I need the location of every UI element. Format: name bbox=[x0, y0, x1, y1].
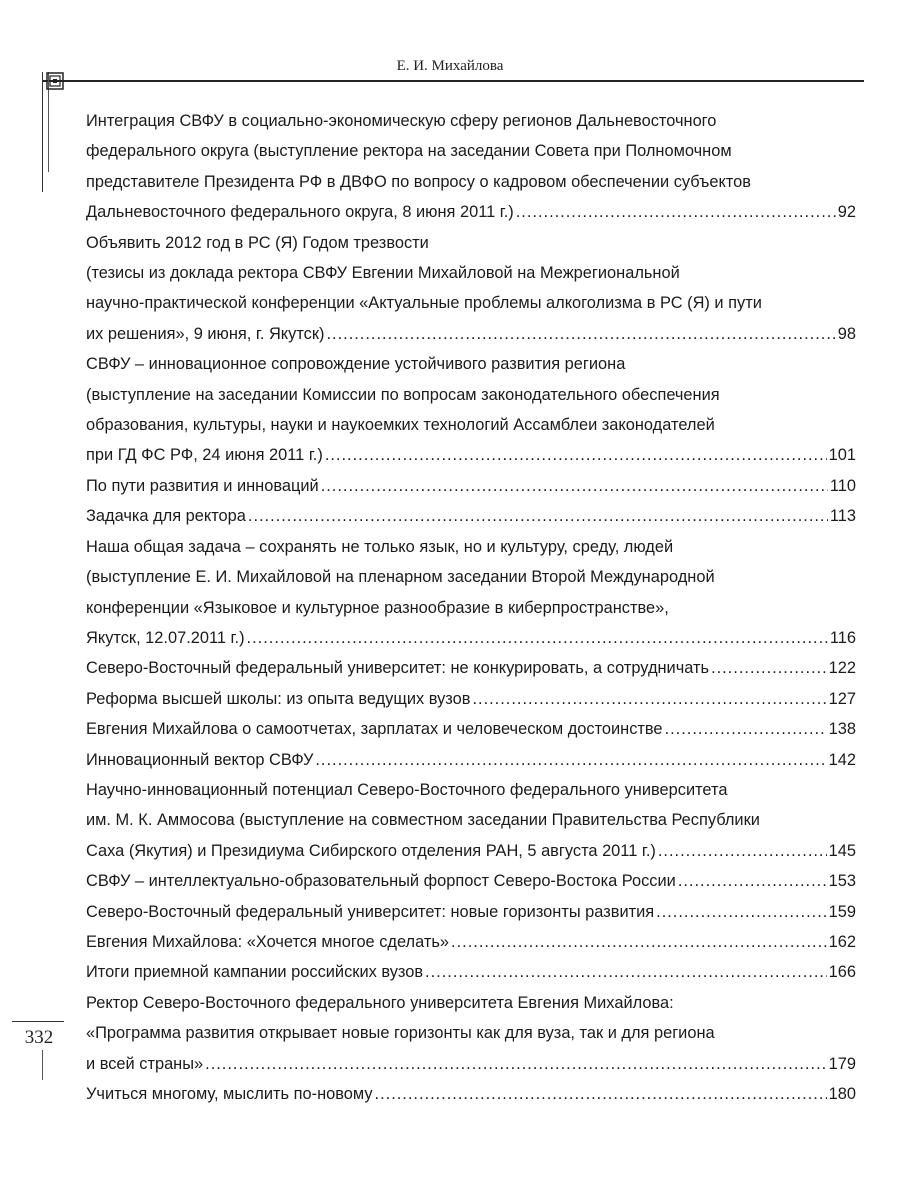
toc-entry-title: Задачка для ректора bbox=[86, 507, 246, 526]
toc-entry-line: СВФУ – инновационное сопровождение устойчивого развития региона bbox=[86, 355, 626, 374]
toc-entry-title: Евгения Михайлова: «Хочется многое сделать» bbox=[86, 932, 450, 951]
toc-page-number: 116 bbox=[829, 628, 856, 647]
folio-margin-rule bbox=[42, 1050, 43, 1080]
toc-page-number: 142 bbox=[828, 750, 856, 769]
dot-leader bbox=[472, 684, 826, 714]
toc-page-number: 122 bbox=[828, 659, 856, 678]
toc-entry-title: Итоги приемной кампании российских вузов bbox=[86, 963, 424, 982]
toc-entry-final-line bbox=[86, 1079, 856, 1109]
toc-entry-final-line bbox=[86, 440, 856, 470]
toc-entry-final-line bbox=[86, 745, 856, 775]
toc-entry-final-line bbox=[86, 319, 856, 349]
toc-page-number: 138 bbox=[828, 720, 856, 739]
toc-entry bbox=[86, 684, 856, 714]
toc-page-number: 92 bbox=[837, 203, 856, 222]
dot-leader bbox=[326, 319, 835, 349]
table-of-contents bbox=[86, 106, 856, 1109]
toc-page-number: 159 bbox=[828, 902, 856, 921]
dot-leader bbox=[205, 1049, 827, 1079]
toc-entry bbox=[86, 349, 856, 471]
toc-entry-line: (тезисы из доклада ректора СВФУ Евгении Михайловой на Межрегиональной bbox=[86, 264, 680, 283]
toc-entry-title: Дальневосточного федерального округа, 8 июня 2011 г.) bbox=[86, 203, 514, 222]
toc-page-number: 110 bbox=[829, 476, 856, 495]
toc-entry-title: Реформа высшей школы: из опыта ведущих вузов bbox=[86, 689, 471, 708]
toc-entry-line: (выступление Е. И. Михайловой на пленарном заседании Второй Международной bbox=[86, 568, 715, 587]
dot-leader bbox=[248, 501, 828, 531]
toc-entry-final-line bbox=[86, 1049, 856, 1079]
toc-entry-line: научно-практической конференции «Актуальные проблемы алкоголизма в РС (Я) и пути bbox=[86, 294, 762, 313]
toc-entry-line: представителе Президента РФ в ДВФО по вопросу о кадровом обеспечении субъектов bbox=[86, 172, 751, 191]
dot-leader bbox=[711, 653, 827, 683]
toc-page-number: 101 bbox=[828, 446, 856, 465]
toc-entry-line: Наша общая задача – сохранять не только язык, но и культуру, среду, людей bbox=[86, 537, 674, 556]
margin-rule bbox=[42, 72, 43, 192]
dot-leader bbox=[665, 714, 827, 744]
toc-page-number: 113 bbox=[829, 507, 856, 526]
toc-page-number: 179 bbox=[828, 1054, 856, 1073]
dot-leader bbox=[321, 471, 828, 501]
toc-entry-line: «Программа развития открывает новые горизонты как для вуза, так и для региона bbox=[86, 1024, 715, 1043]
dot-leader bbox=[658, 836, 827, 866]
header-rule bbox=[42, 80, 864, 82]
toc-page-number: 162 bbox=[828, 932, 856, 951]
toc-entry bbox=[86, 866, 856, 896]
toc-entry-final-line bbox=[86, 684, 856, 714]
page-number: 332 bbox=[24, 1027, 54, 1048]
toc-entry bbox=[86, 228, 856, 350]
toc-entry-final-line bbox=[86, 501, 856, 531]
toc-entry bbox=[86, 1079, 856, 1109]
toc-entry bbox=[86, 745, 856, 775]
toc-entry-final-line bbox=[86, 957, 856, 987]
running-header-author: Е. И. Михайлова bbox=[396, 58, 504, 74]
toc-entry-title: Северо-Восточный федеральный университет: новые горизонты развития bbox=[86, 902, 655, 921]
dot-leader bbox=[325, 440, 827, 470]
dot-leader bbox=[315, 745, 826, 775]
folio-rule bbox=[12, 1021, 64, 1022]
toc-entry-title: Учиться многому, мыслить по-новому bbox=[86, 1085, 373, 1103]
toc-entry-line: Ректор Северо-Восточного федерального университета Евгения Михайлова: bbox=[86, 993, 674, 1012]
toc-entry-title: Якутск, 12.07.2011 г.) bbox=[86, 628, 245, 647]
toc-entry-title: при ГД ФС РФ, 24 июня 2011 г.) bbox=[86, 446, 323, 465]
toc-entry bbox=[86, 714, 856, 744]
toc-entry-final-line bbox=[86, 714, 856, 744]
toc-page-number: 98 bbox=[837, 324, 856, 343]
dot-leader bbox=[678, 866, 827, 896]
toc-entry bbox=[86, 927, 856, 957]
toc-entry bbox=[86, 988, 856, 1079]
toc-entry-line: образования, культуры, науки и наукоемких технологий Ассамблеи законодателей bbox=[86, 416, 715, 435]
toc-page-number: 180 bbox=[828, 1085, 856, 1103]
toc-entry bbox=[86, 897, 856, 927]
toc-entry-line: им. М. К. Аммосова (выступление на совместном заседании Правительства Республики bbox=[86, 811, 760, 830]
toc-entry-line: Объявить 2012 год в РС (Я) Годом трезвости bbox=[86, 233, 429, 252]
toc-page-number: 153 bbox=[828, 872, 856, 891]
toc-entry-title: СВФУ – интеллектуально-образовательный форпост Северо-Востока России bbox=[86, 872, 676, 891]
toc-entry-final-line bbox=[86, 653, 856, 683]
dot-leader bbox=[451, 927, 827, 957]
toc-entry-line: федерального округа (выступление ректора на заседании Совета при Полномочном bbox=[86, 142, 732, 161]
dot-leader bbox=[656, 897, 827, 927]
toc-entry-title: По пути развития и инноваций bbox=[86, 476, 319, 495]
toc-page-number: 145 bbox=[828, 841, 856, 860]
toc-entry bbox=[86, 653, 856, 683]
toc-entry-final-line bbox=[86, 197, 856, 227]
toc-entry-line: Научно-инновационный потенциал Северо-Восточного федерального университета bbox=[86, 780, 728, 799]
toc-entry-title: Северо-Восточный федеральный университет: не конкурировать, а сотрудничать bbox=[86, 659, 710, 678]
toc-entry-final-line bbox=[86, 897, 856, 927]
dot-leader bbox=[425, 957, 827, 987]
toc-entry-title: Евгения Михайлова о самоотчетах, зарплатах и человеческом достоинстве bbox=[86, 720, 663, 739]
toc-entry-line: Интеграция СВФУ в социально-экономическую сферу регионов Дальневосточного bbox=[86, 112, 717, 130]
toc-page-number: 166 bbox=[828, 963, 856, 982]
toc-entry-line: конференции «Языковое и культурное разнообразие в киберпространстве», bbox=[86, 598, 669, 617]
toc-entry-title: и всей страны» bbox=[86, 1054, 204, 1073]
toc-entry-final-line bbox=[86, 623, 856, 653]
toc-entry bbox=[86, 471, 856, 501]
toc-entry-line: (выступление на заседании Комиссии по вопросам законодательного обеспечения bbox=[86, 385, 720, 404]
toc-entry-title: Саха (Якутия) и Президиума Сибирского отделения РАН, 5 августа 2011 г.) bbox=[86, 841, 656, 860]
toc-page-number: 127 bbox=[828, 689, 856, 708]
toc-entry bbox=[86, 532, 856, 654]
dot-leader bbox=[247, 623, 828, 653]
toc-entry-title: их решения», 9 июня, г. Якутск) bbox=[86, 324, 325, 343]
toc-entry-final-line bbox=[86, 836, 856, 866]
toc-entry-title: Инновационный вектор СВФУ bbox=[86, 750, 314, 769]
toc-entry-final-line bbox=[86, 927, 856, 957]
toc-entry bbox=[86, 775, 856, 866]
toc-entry bbox=[86, 957, 856, 987]
toc-entry bbox=[86, 106, 856, 228]
dot-leader bbox=[375, 1079, 827, 1109]
toc-entry bbox=[86, 501, 856, 531]
dot-leader bbox=[516, 197, 836, 227]
toc-entry-final-line bbox=[86, 866, 856, 896]
corner-ornament-icon bbox=[46, 72, 66, 92]
toc-entry-final-line bbox=[86, 471, 856, 501]
